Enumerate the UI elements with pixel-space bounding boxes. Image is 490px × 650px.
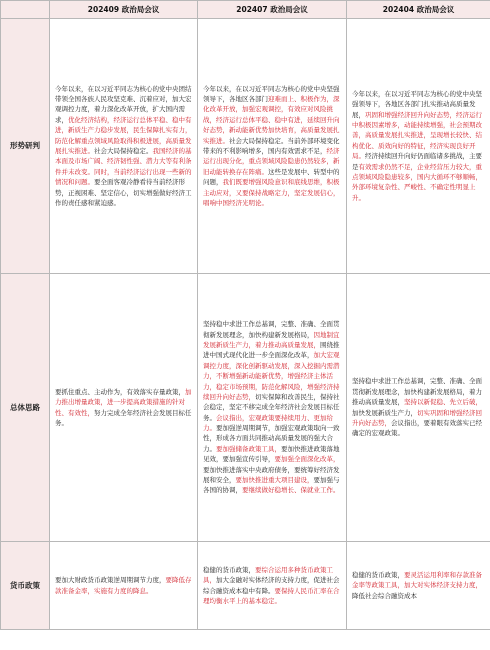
category-situation: 形势研判 xyxy=(1,19,50,274)
highlight-text: 切实巩固和增强经济回升向好态势， xyxy=(352,408,482,427)
body-text: 要加快推进政策落地见效，要加强宣传引导， xyxy=(203,444,340,464)
highlight-text: 巩固和增强经济回升向好态势，经济运行中积极因素增多，动能持续增强，社会预期改善，高质量发展扎实推进，呈现增长较快、结构优化、质效向好的特征，经济实现良好开局。 xyxy=(352,110,482,161)
highlight-text: 要降低存款准备金率，实施有力度的降息。 xyxy=(55,576,192,595)
cell-202404-situation xyxy=(347,19,490,274)
body-text: 切实保障和改善民生，保持社会稳定，坚定不移完成全年经济社会发展目标任务。 xyxy=(203,392,340,422)
highlight-text: 迎难而上、积极作为，深化改革开放，加强宏观调控，有效应对风险挑战，经济运行总体平稳、稳中有进，延续回升向好态势，新动能新优势加快培育，高质量发展扎实推进。 xyxy=(203,95,340,145)
highlight-text: 加大宏观调控力度，深化创新驱动发展，深入挖掘内需潜力，不断增强新动能新优势，增强经济主体活力，稳定市场预期，防范化解风险，增强经济持续回升向好态势， xyxy=(203,351,340,401)
highlight-text: 我国经济的基本面及市场广阔、经济韧性强、潜力大等有利条件并未改变。同时，当前经济运行出现一些新的情况和问题。 xyxy=(55,147,192,187)
body-text: 要加快推进落实中央政府债务，要统筹好经济发展和安全， xyxy=(203,465,340,485)
highlight-text: 要灵活运用利率和存款准备金率等政策工具，加大对实体经济支持力度， xyxy=(352,570,482,590)
category-approach: 总体思路 xyxy=(1,274,50,542)
body-text: 要加强与各国的协调， xyxy=(203,476,340,495)
body-text: 经济持续回升向好仍面临诸多挑战，主要是 xyxy=(352,152,482,171)
category-monetary: 货币政策 xyxy=(1,542,50,630)
highlight-text: 坚持以新促稳、先立后破， xyxy=(404,398,482,407)
cell-202409-monetary xyxy=(50,542,198,630)
highlight-text: 要加快推进重大项目建设， xyxy=(235,476,314,485)
highlight-text: 会议指出， xyxy=(216,413,249,422)
header-corner xyxy=(1,1,50,19)
row-monetary xyxy=(1,542,490,630)
cell-202407-monetary xyxy=(198,542,347,630)
header-202409: 202409 政治局会议 xyxy=(50,1,198,19)
cell-202407-situation xyxy=(198,19,347,274)
highlight-text: 经济运行出现分化，重点领域风险隐患仍然较多，新旧动能转换存在阵痛。 xyxy=(203,147,340,176)
body-text: 坚持稳中求进工作总基调，完整、准确、全面贯彻新发展理念，加快构建新发展格局，着力推动高质量发展， xyxy=(352,377,482,407)
cell-202409-situation xyxy=(50,19,198,274)
body-text: 会议指出，要着眼有效落实已经确定的宏观政策。 xyxy=(352,418,482,438)
body-text: 今年以来，在以习近平同志为核心的党中央坚强领导下，各地区各部门扎实推动高质量发展， xyxy=(352,89,482,119)
body-text: 社会大局保持稳定。 xyxy=(229,136,288,145)
body-text: 今年以来，在以习近平同志为核心的党中央团结带领全国各族人民攻坚克难、沉着应对，加大宏观调控力度，着力深化改革开放，扩大国内需求， xyxy=(55,84,192,124)
body-text: 加大金融对实体经济的支持力度，促进社会综合融资成本稳中有降。 xyxy=(203,576,340,595)
cell-202404-approach xyxy=(347,274,490,542)
highlight-text: 宏观政策要持续用力、更加给力。 xyxy=(203,413,333,433)
cell-202409-approach xyxy=(50,274,198,542)
body-text: 要加大财政货币政策逆周期调节力度， xyxy=(55,576,166,585)
cell-202407-approach xyxy=(198,274,347,542)
body-text: 要全面客观冷静看待当前经济形势，正视困难、坚定信心，切实增强做好经济工作的责任感和紧迫感。 xyxy=(55,178,192,207)
body-text: 稳健的货币政策， xyxy=(352,570,404,579)
highlight-text: 要加强全面深化改革， xyxy=(274,455,340,464)
body-text: 今年以来，在以习近平同志为核心的党中央坚强领导下，各地区各部门 xyxy=(203,84,340,104)
body-text: 降低社会综合融资成本 xyxy=(352,591,417,600)
body-text: 围绕推进中国式现代化进一步全面深化改革， xyxy=(203,340,340,360)
body-text: 要抓住重点、主动作为，有效落实存量政策， xyxy=(55,387,185,396)
highlight-text: 我们既要增强风险意识和底线思维，积极主动应对，又要保持战略定力，坚定发展信心，唱响中国经济光明论。 xyxy=(203,178,340,207)
highlight-text: 要综合运用多种货币政策工具， xyxy=(203,565,333,585)
body-text: 社会大局保持稳定。 xyxy=(94,147,153,155)
header-202407: 202407 政治局会议 xyxy=(198,1,347,19)
highlight-text: 要继续做好稳增长、保就业工作。 xyxy=(242,486,340,495)
highlight-text: 要加强储备政策工具， xyxy=(216,444,281,453)
cell-202404-monetary xyxy=(347,542,490,630)
body-text: 加快发展新质生产力， xyxy=(352,408,417,417)
highlight-text: 要保持人民币汇率在合理均衡水平上的基本稳定。 xyxy=(203,586,340,605)
header-202404: 202404 政治局会议 xyxy=(347,1,490,19)
body-text: 稳健的货币政策， xyxy=(203,565,255,574)
highlight-text: 有效需求仍然不足，企业经营压力较大，重点领域风险隐患较多，国内大循环不够顺畅，外部环境复杂性、严峻性、不确定性明显上升。 xyxy=(352,162,482,202)
body-text: 努力完成全年经济社会发展目标任务。 xyxy=(55,408,192,427)
body-text: 要加强逆周期调节，加强宏观政策取向一致性，形成各方面共同推动高质量发展的强大合力。 xyxy=(203,424,340,453)
body-text: 当前外部环境变化带来的不利影响增多，国内有效需求不足， xyxy=(203,136,340,155)
highlight-text: 加力推出增量政策，进一步提高政策措施的针对性、有效性， xyxy=(55,387,192,417)
body-text: 这些是发展中、转型中的问题， xyxy=(203,167,340,187)
highlight-text: 因地制宜发展新质生产力，着力推动高质量发展， xyxy=(203,330,340,349)
highlight-text: 优化经济结构，经济运行总体平稳、稳中有进，新质生产力稳步发展，民生保障扎实有力，防范化解重点领域风险取得积极进展，高质量发展扎实推进。 xyxy=(55,115,192,155)
header-row xyxy=(1,1,490,19)
row-approach xyxy=(1,274,490,542)
row-situation xyxy=(1,19,490,274)
body-text: 坚持稳中求进工作总基调，完整、准确、全面贯彻新发展理念，加快构建新发展格局， xyxy=(203,320,340,339)
